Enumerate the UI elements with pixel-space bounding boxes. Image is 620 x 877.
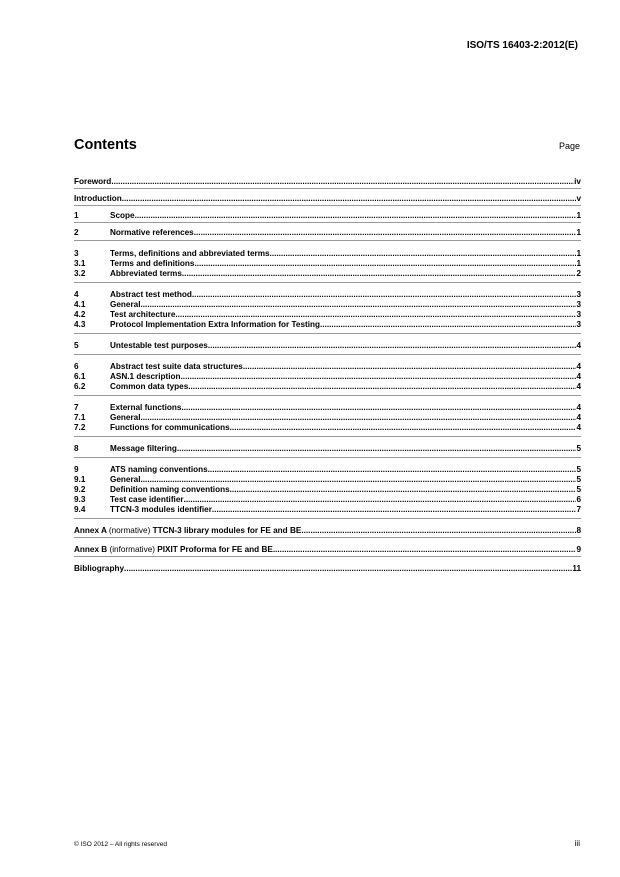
toc-entry-number: 4 <box>74 290 79 299</box>
dot-leader <box>141 300 577 310</box>
dot-leader <box>135 211 577 221</box>
toc-entry-title <box>110 475 141 485</box>
toc-entry-title <box>110 382 188 392</box>
toc-entry[interactable] <box>74 545 581 555</box>
toc-entry[interactable] <box>74 341 581 351</box>
toc-entry-title <box>110 228 194 238</box>
dot-leader <box>301 526 576 536</box>
toc-entry-number: 7 <box>74 403 79 412</box>
toc-entry-title-text: ATS naming conventions <box>110 465 208 474</box>
toc-entry-title <box>110 423 230 433</box>
toc-entry-page: 3 <box>576 310 581 319</box>
toc-entry[interactable] <box>74 403 581 413</box>
toc-entry-number: 9.4 <box>74 505 86 514</box>
toc-entry-page: 4 <box>576 403 581 412</box>
toc-entry-page: 4 <box>576 341 581 350</box>
toc-entry-title <box>110 269 182 279</box>
toc-entry-page: 3 <box>576 290 581 299</box>
toc-entry-title <box>110 485 230 495</box>
toc-entry-number: 6.1 <box>74 372 86 381</box>
toc-entry-page: 1 <box>576 228 581 237</box>
toc-entry-page: 4 <box>576 362 581 371</box>
contents-heading: Contents <box>74 137 137 153</box>
toc-entry-title <box>110 310 175 320</box>
annex-subtitle: TTCN-3 library modules for FE and BE <box>152 526 302 535</box>
toc-entry[interactable] <box>74 505 581 515</box>
document-identifier: ISO/TS 16403-2:2012(E) <box>466 40 578 51</box>
dot-leader <box>270 249 577 259</box>
toc-entry-title <box>74 177 111 187</box>
dot-leader <box>184 495 577 505</box>
toc-entry-title-text: Common data types <box>110 382 189 391</box>
toc-entry-page: 8 <box>576 526 581 535</box>
section-separator <box>74 222 581 223</box>
toc-entry-number: 4.3 <box>74 320 86 329</box>
section-separator <box>74 395 581 396</box>
section-separator <box>74 282 581 283</box>
toc-entry[interactable] <box>74 475 581 485</box>
toc-entry-title-text: Abstract test suite data structures <box>110 362 243 371</box>
toc-entry-page: 6 <box>576 495 581 504</box>
toc-entry[interactable] <box>74 495 581 505</box>
toc-entry-title-text: Annex B <box>74 545 108 554</box>
toc-entry-title <box>110 211 135 221</box>
toc-entry[interactable] <box>74 300 581 310</box>
toc-entry-title-text: Bibliography <box>74 564 125 573</box>
section-separator <box>74 333 581 334</box>
toc-entry[interactable] <box>74 485 581 495</box>
dot-leader <box>177 444 577 454</box>
dot-leader <box>192 290 577 300</box>
toc-entry[interactable] <box>74 362 581 372</box>
toc-entry-title-text: General <box>110 300 141 309</box>
toc-entry-title-text: Protocol Implementation Extra Information for Testing <box>110 320 321 329</box>
toc-entry-page: 5 <box>576 475 581 484</box>
dot-leader <box>175 310 576 320</box>
toc-entry[interactable] <box>74 423 581 433</box>
toc-entry-number: 3.2 <box>74 269 86 278</box>
annex-qualifier: (informative) <box>109 545 155 554</box>
toc-entry[interactable] <box>74 413 581 423</box>
toc-entry-title <box>110 465 208 475</box>
dot-leader <box>243 362 577 372</box>
toc-entry-title <box>110 403 181 413</box>
toc-entry-title <box>110 413 141 423</box>
section-separator <box>74 457 581 458</box>
toc-entry-title-text: TTCN-3 modules identifier <box>110 505 212 514</box>
toc-entry-title-text: Foreword <box>74 177 112 186</box>
toc-entry-number: 4.1 <box>74 300 86 309</box>
toc-entry-title-text: Scope <box>110 211 135 220</box>
toc-entry-title <box>110 372 181 382</box>
section-separator <box>74 518 581 519</box>
toc-entry-title-text: Message filtering <box>110 444 177 453</box>
toc-entry-page: 4 <box>576 413 581 422</box>
toc-entry-title <box>110 259 194 269</box>
toc-entry[interactable] <box>74 465 581 475</box>
page-column-label: Page <box>558 141 580 151</box>
toc-entry[interactable] <box>74 372 581 382</box>
toc-entry-number: 5 <box>74 341 79 350</box>
dot-leader <box>212 505 577 515</box>
toc-entry-page: 4 <box>576 423 581 432</box>
toc-entry-title-text: Abstract test method <box>110 290 192 299</box>
dot-leader <box>208 465 577 475</box>
toc-entry-number: 6 <box>74 362 79 371</box>
toc-entry-title-text: Test architecture <box>110 310 176 319</box>
toc-entry-title <box>74 194 122 204</box>
section-separator <box>74 188 581 189</box>
dot-leader <box>320 320 576 330</box>
section-separator <box>74 436 581 437</box>
toc-entry-title-text: Terms, definitions and abbreviated terms <box>110 249 270 258</box>
toc-entry[interactable] <box>74 444 581 454</box>
toc-entry-page: 4 <box>576 372 581 381</box>
toc-entry-number: 8 <box>74 444 79 453</box>
toc-entry-title-text: General <box>110 475 141 484</box>
toc-entry-title-text: Terms and definitions <box>110 259 195 268</box>
toc-entry-page: 1 <box>576 249 581 258</box>
dot-leader <box>194 228 577 238</box>
toc-entry[interactable] <box>74 564 581 574</box>
toc-entry-page: 1 <box>576 211 581 220</box>
dot-leader <box>208 341 577 351</box>
toc-entry-title-text: Functions for communications <box>110 423 230 432</box>
toc-entry[interactable] <box>74 382 581 392</box>
section-separator <box>74 205 581 206</box>
section-separator <box>74 240 581 241</box>
toc-entry-title <box>110 341 208 351</box>
toc-entry-page: 1 <box>576 259 581 268</box>
toc-entry-page: 7 <box>576 505 581 514</box>
dot-leader <box>181 403 576 413</box>
copyright-notice: © ISO 2012 – All rights reserved <box>74 841 167 848</box>
toc-entry-number: 6.2 <box>74 382 86 391</box>
toc-entry-title-text: Definition naming conventions <box>110 485 230 494</box>
toc-entry-page: 3 <box>576 300 581 309</box>
toc-entry-title <box>110 505 212 515</box>
toc-entry-title <box>110 249 270 259</box>
toc-entry-number: 9.2 <box>74 485 86 494</box>
toc-entry[interactable] <box>74 249 581 259</box>
toc-entry-number: 4.2 <box>74 310 86 319</box>
toc-entry-number: 3 <box>74 249 79 258</box>
dot-leader <box>230 485 577 495</box>
toc-entry-number: 9.3 <box>74 495 86 504</box>
toc-entry-page: 5 <box>576 465 581 474</box>
toc-entry-title <box>74 545 273 555</box>
dot-leader <box>181 372 577 382</box>
toc-entry[interactable] <box>74 177 581 187</box>
toc-entry[interactable] <box>74 259 581 269</box>
toc-entry[interactable] <box>74 269 581 279</box>
dot-leader <box>124 564 572 574</box>
dot-leader <box>273 545 577 555</box>
toc-entry[interactable] <box>74 228 581 238</box>
toc-entry-number: 7.1 <box>74 413 86 422</box>
dot-leader <box>141 475 577 485</box>
toc-entry[interactable] <box>74 194 581 204</box>
toc-entry-number: 3.1 <box>74 259 86 268</box>
toc-entry-title-text: General <box>110 413 141 422</box>
section-separator <box>74 354 581 355</box>
toc-entry-title-text: Annex A <box>74 526 107 535</box>
toc-entry[interactable] <box>74 290 581 300</box>
dot-leader <box>141 413 577 423</box>
dot-leader <box>188 382 576 392</box>
toc-entry-page: 5 <box>576 444 581 453</box>
toc-entry-title <box>110 320 320 330</box>
section-separator <box>74 556 581 557</box>
toc-entry-title-text: Normative references <box>110 228 194 237</box>
toc-entry-title-text: Introduction <box>74 194 122 203</box>
toc-entry-page: iv <box>574 177 581 186</box>
toc-entry-number: 2 <box>74 228 79 237</box>
toc-entry-page: 3 <box>576 320 581 329</box>
toc-entry-title <box>110 290 192 300</box>
toc-entry-title <box>110 444 177 454</box>
toc-entry-page: 5 <box>576 485 581 494</box>
dot-leader <box>122 194 577 204</box>
dot-leader <box>111 177 574 187</box>
toc-entry-title-text: Abbreviated terms <box>110 269 182 278</box>
page-number: iii <box>574 839 580 848</box>
toc-entry-number: 1 <box>74 211 79 220</box>
toc-entry-title <box>74 526 301 536</box>
toc-entry-number: 9 <box>74 465 79 474</box>
toc-entry-number: 9.1 <box>74 475 86 484</box>
toc-entry-number: 7.2 <box>74 423 86 432</box>
toc-entry[interactable] <box>74 526 581 536</box>
toc-entry-title <box>74 564 124 574</box>
toc-entry-title-text: External functions <box>110 403 182 412</box>
toc-entry-title-text: Test case identifier <box>110 495 184 504</box>
toc-entry-title-text: Untestable test purposes <box>110 341 208 350</box>
dot-leader <box>194 259 576 269</box>
toc-entry[interactable] <box>74 211 581 221</box>
toc-entry-page: 9 <box>576 545 581 554</box>
annex-qualifier: (normative) <box>108 526 151 535</box>
section-separator <box>74 537 581 538</box>
toc-entry-title <box>110 300 141 310</box>
toc-entry-page: 11 <box>572 564 581 573</box>
toc-entry-page: v <box>576 194 581 203</box>
toc-entry[interactable] <box>74 310 581 320</box>
toc-entry-page: 4 <box>576 382 581 391</box>
dot-leader <box>182 269 577 279</box>
dot-leader <box>230 423 577 433</box>
toc-entry-title <box>110 495 184 505</box>
toc-entry-page: 2 <box>576 269 581 278</box>
toc-entry-title-text: ASN.1 description <box>110 372 181 381</box>
annex-subtitle: PIXIT Proforma for FE and BE <box>157 545 273 554</box>
toc-entry[interactable] <box>74 320 581 330</box>
toc-entry-title <box>110 362 243 372</box>
